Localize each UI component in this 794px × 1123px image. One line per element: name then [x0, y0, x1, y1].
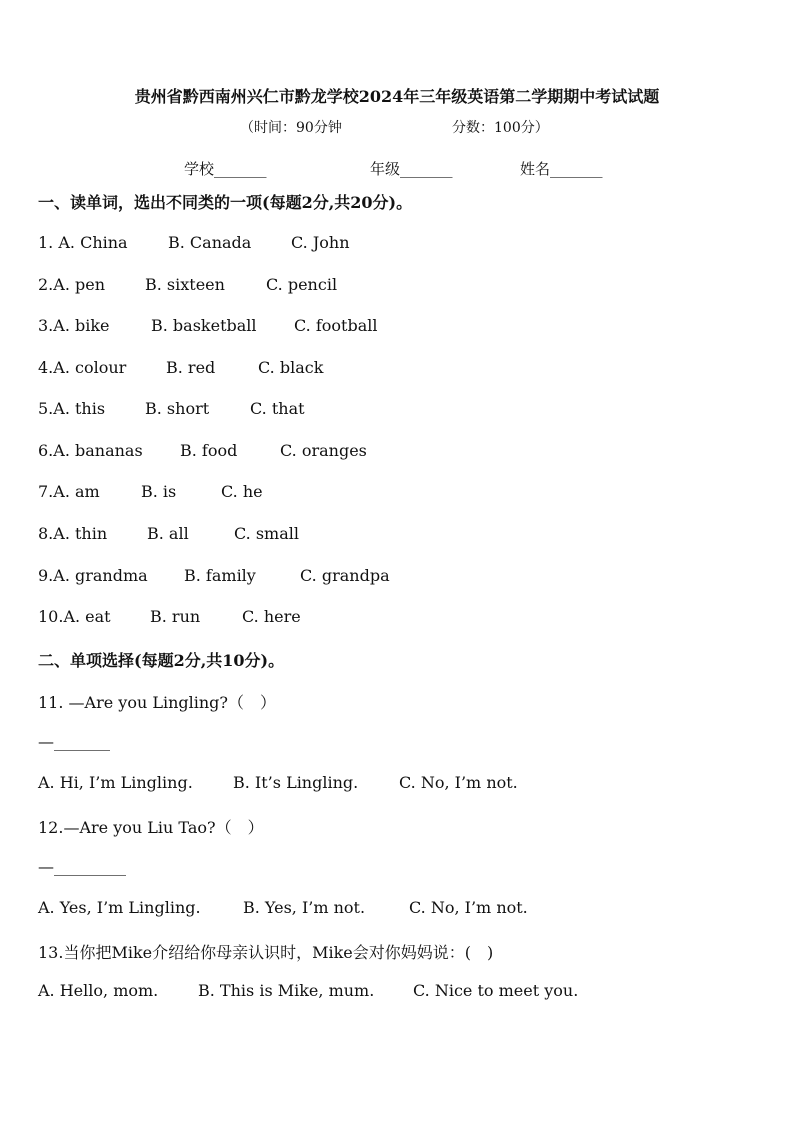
exam-time: （时间：90分钟 — [240, 120, 342, 136]
option-b: B. red — [166, 358, 216, 377]
question-3 — [38, 316, 110, 335]
option-c: C. John — [291, 233, 350, 252]
option-c: C. here — [242, 607, 301, 626]
option-a: 10.A. eat — [38, 607, 111, 626]
option-a: 4.A. colour — [38, 358, 127, 377]
option-c: C. No, I’m not. — [399, 773, 518, 792]
question-5 — [38, 399, 105, 418]
section-2-heading: 二、单项选择(每题2分,共10分)。 — [38, 651, 285, 670]
option-b: B. family — [184, 566, 256, 585]
option-b: B. short — [145, 399, 210, 418]
option-c: C. grandpa — [300, 566, 390, 585]
option-c: C. small — [234, 524, 299, 543]
option-c: C. No, I’m not. — [409, 898, 528, 917]
exam-score: 分数：100分） — [452, 120, 549, 136]
option-b: B. It’s Lingling. — [233, 773, 359, 792]
question-13: 13.当你把Mike介绍给你母亲认识时，Mike会对你妈妈说：( ) — [38, 943, 494, 962]
option-a: 9.A. grandma — [38, 566, 148, 585]
question-2 — [38, 275, 105, 294]
school-field: 学校_______ — [184, 160, 267, 178]
option-c: C. that — [250, 399, 305, 418]
option-b: B. sixteen — [145, 275, 225, 294]
option-a: 1. A. China — [38, 233, 128, 252]
option-a: 8.A. thin — [38, 524, 108, 543]
option-c: C. football — [294, 316, 378, 335]
option-c: C. pencil — [266, 275, 338, 294]
question-12: 12.—Are you Liu Tao?（ ） — [38, 818, 264, 837]
question-11: 11. —Are you Lingling?（ ） — [38, 693, 277, 712]
answer-blank-11: —_______ — [38, 732, 110, 751]
option-a: 6.A. bananas — [38, 441, 143, 460]
option-c: C. black — [258, 358, 324, 377]
question-6 — [38, 441, 143, 460]
answer-blank-12: —_________ — [38, 857, 126, 876]
option-c: C. oranges — [280, 441, 367, 460]
option-a: 3.A. bike — [38, 316, 110, 335]
option-a: 2.A. pen — [38, 275, 106, 294]
name-field: 姓名_______ — [520, 160, 603, 178]
question-7 — [38, 482, 100, 501]
option-a: 5.A. this — [38, 399, 106, 418]
question-10 — [38, 607, 111, 626]
option-a: A. Yes, I’m Lingling. — [38, 898, 201, 917]
option-b: B. Canada — [168, 233, 252, 252]
option-b: B. Yes, I’m not. — [243, 898, 366, 917]
option-b: B. run — [150, 607, 201, 626]
option-b: B. food — [180, 441, 238, 460]
question-4 — [38, 358, 126, 377]
option-c: C. he — [221, 482, 263, 501]
question-8 — [38, 524, 107, 543]
exam-title: 贵州省黔西南州兴仁市黔龙学校2024年三年级英语第二学期期中考试试题 — [134, 87, 660, 106]
option-b: B. basketball — [151, 316, 257, 335]
option-a: 7.A. am — [38, 482, 100, 501]
question-9 — [38, 566, 148, 585]
grade-field: 年级_______ — [370, 160, 453, 178]
option-b: B. This is Mike, mum. — [198, 981, 375, 1000]
option-a: A. Hi, I’m Lingling. — [38, 773, 193, 792]
option-a: A. Hello, mom. — [38, 981, 159, 1000]
question-1 — [38, 233, 128, 252]
section-1-heading: 一、读单词，选出不同类的一项(每题2分,共20分)。 — [38, 193, 413, 212]
option-c: C. Nice to meet you. — [413, 981, 579, 1000]
option-b: B. all — [147, 524, 189, 543]
option-b: B. is — [141, 482, 177, 501]
